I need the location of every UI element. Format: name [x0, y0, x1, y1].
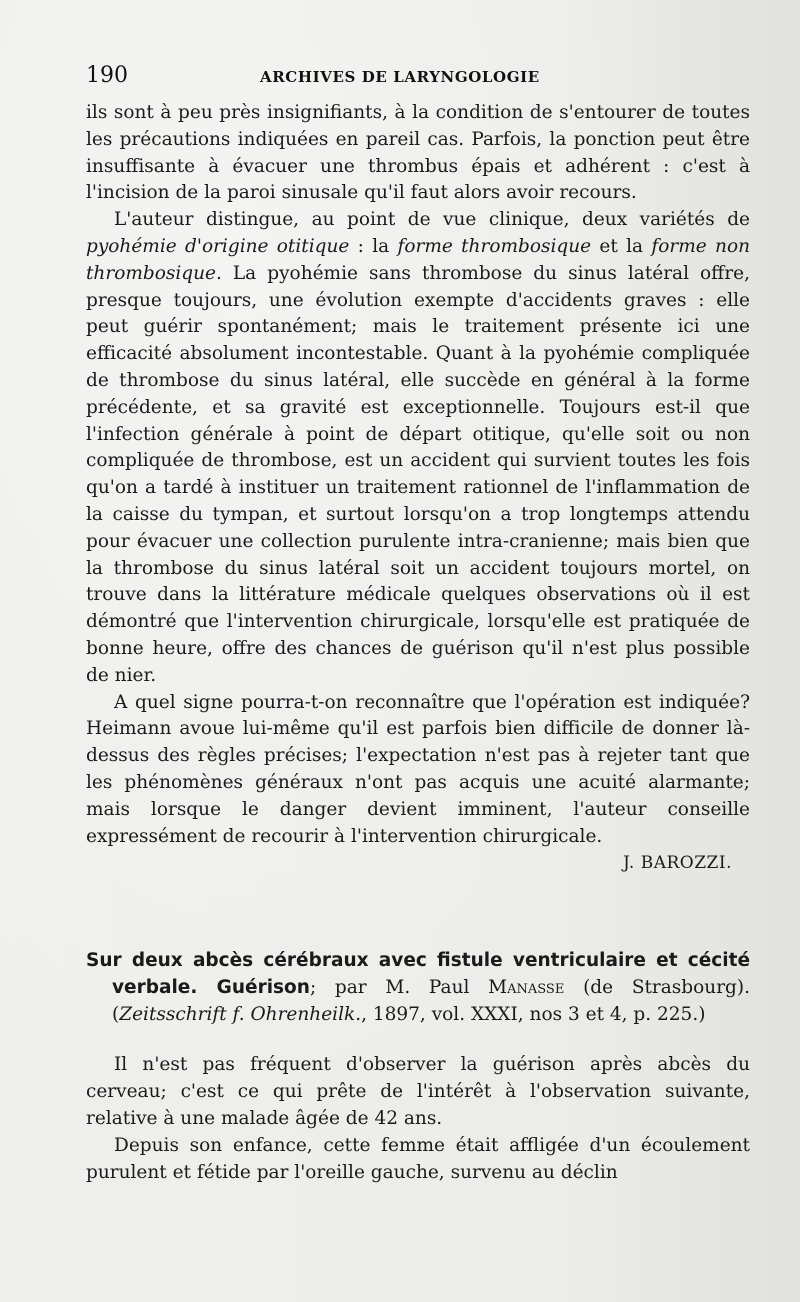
next-review	[86, 948, 750, 1186]
review-body	[86, 100, 750, 877]
italic-term-non-thrombosique: forme non thrombosique.	[86, 235, 750, 284]
text-run: La pyohémie sans thrombose du sinus latéral offre, presque toujours, une évolution exempte d'accidents graves : elle peut guérir spontanément; mais le traitement présente ici une efficacité absolument incontestable. Quant à la pyohémie compliquée de thrombose du sinus latéral, elle succède en général à la forme précédente, et sa gravité est exceptionnelle. Toujours est-il que l'infection générale à point de départ otitique, qu'elle soit ou non compliquée de thrombose, est un accident qui survient toutes les fois qu'on a tardé à instituer un traitement rationnel de l'inflammation de la caisse du tympan, et surtout lorsqu'on a trop longtemps attendu pour évacuer une collection purulente intra-cranienne; mais bien que la thrombose du sinus latéral soit un accident toujours mortel, on trouve dans la littérature médicale quelques observations où il est démontré que l'intervention chirurgicale, lorsqu'elle est pratiquée de bonne heure, offre des chances de guérison qu'il n'est plus possible de nier.	[86, 262, 750, 686]
journal-name: Zeitsschrift f. Ohrenheilk.	[119, 1003, 362, 1025]
article-paragraph-1: Il n'est pas fréquent d'observer la guérison après abcès du cerveau; c'est ce qui prête de l'intérêt à l'observation suivante, relative à une malade âgée de 42 ans.	[86, 1054, 750, 1129]
italic-term-pyohemie: pyohémie d'origine otitique	[86, 235, 350, 257]
italic-term-thrombosique: forme thrombosique	[397, 235, 592, 257]
paragraph-varieties	[86, 207, 750, 689]
page-header	[86, 64, 746, 88]
byline-suffix: (de Strasbourg). (	[112, 976, 750, 1025]
citation-details: , 1897, vol. XXXI, nos 3 et 4, p. 225.)	[361, 1003, 706, 1025]
article-heading	[86, 948, 750, 1028]
paragraph-continuation: ils sont à peu près insignifiants, à la condition de s'entourer de toutes les précautions indiquées en pareil cas. Parfois, la ponction peut être insuffisante à évacuer une thrombus épais et adhérent : c'est à l'incision de la paroi sinusale qu'il faut alors avoir recours.	[86, 102, 750, 204]
article-title: Sur deux abcès cérébraux avec fistule ventriculaire et cécité verbale. Guérison	[86, 950, 750, 998]
article-paragraph-2: Depuis son enfance, cette femme était affligée d'un écoulement purulent et fétide par l'oreille gauche, survenu au déclin	[86, 1134, 750, 1183]
paragraph-indication: A quel signe pourra-t-on reconnaître que l'opération est indiquée? Heimann avoue lui-même qu'il est parfois bien difficile de donner là-dessus des règles précises; l'expectation n'est pas à rejeter tant que les phénomènes généraux n'ont pas acquis une acuité alarmante; mais lorsque le danger devient imminent, l'auteur conseille expressément de recourir à l'intervention chirurgicale.	[86, 691, 750, 847]
running-head: ARCHIVES DE LARYNGOLOGIE	[260, 68, 540, 86]
text-run: L'auteur distingue, au point de vue clinique, deux variétés de	[114, 209, 750, 231]
text-run: : la	[349, 235, 398, 257]
page-number: 190	[86, 63, 128, 88]
byline-prefix: ; par M. Paul	[309, 976, 489, 998]
article-text	[86, 1052, 750, 1186]
reviewer-signature: J. BAROZZI.	[622, 853, 732, 874]
text-run: et la	[591, 235, 652, 257]
author-surname: Manasse	[488, 976, 565, 998]
